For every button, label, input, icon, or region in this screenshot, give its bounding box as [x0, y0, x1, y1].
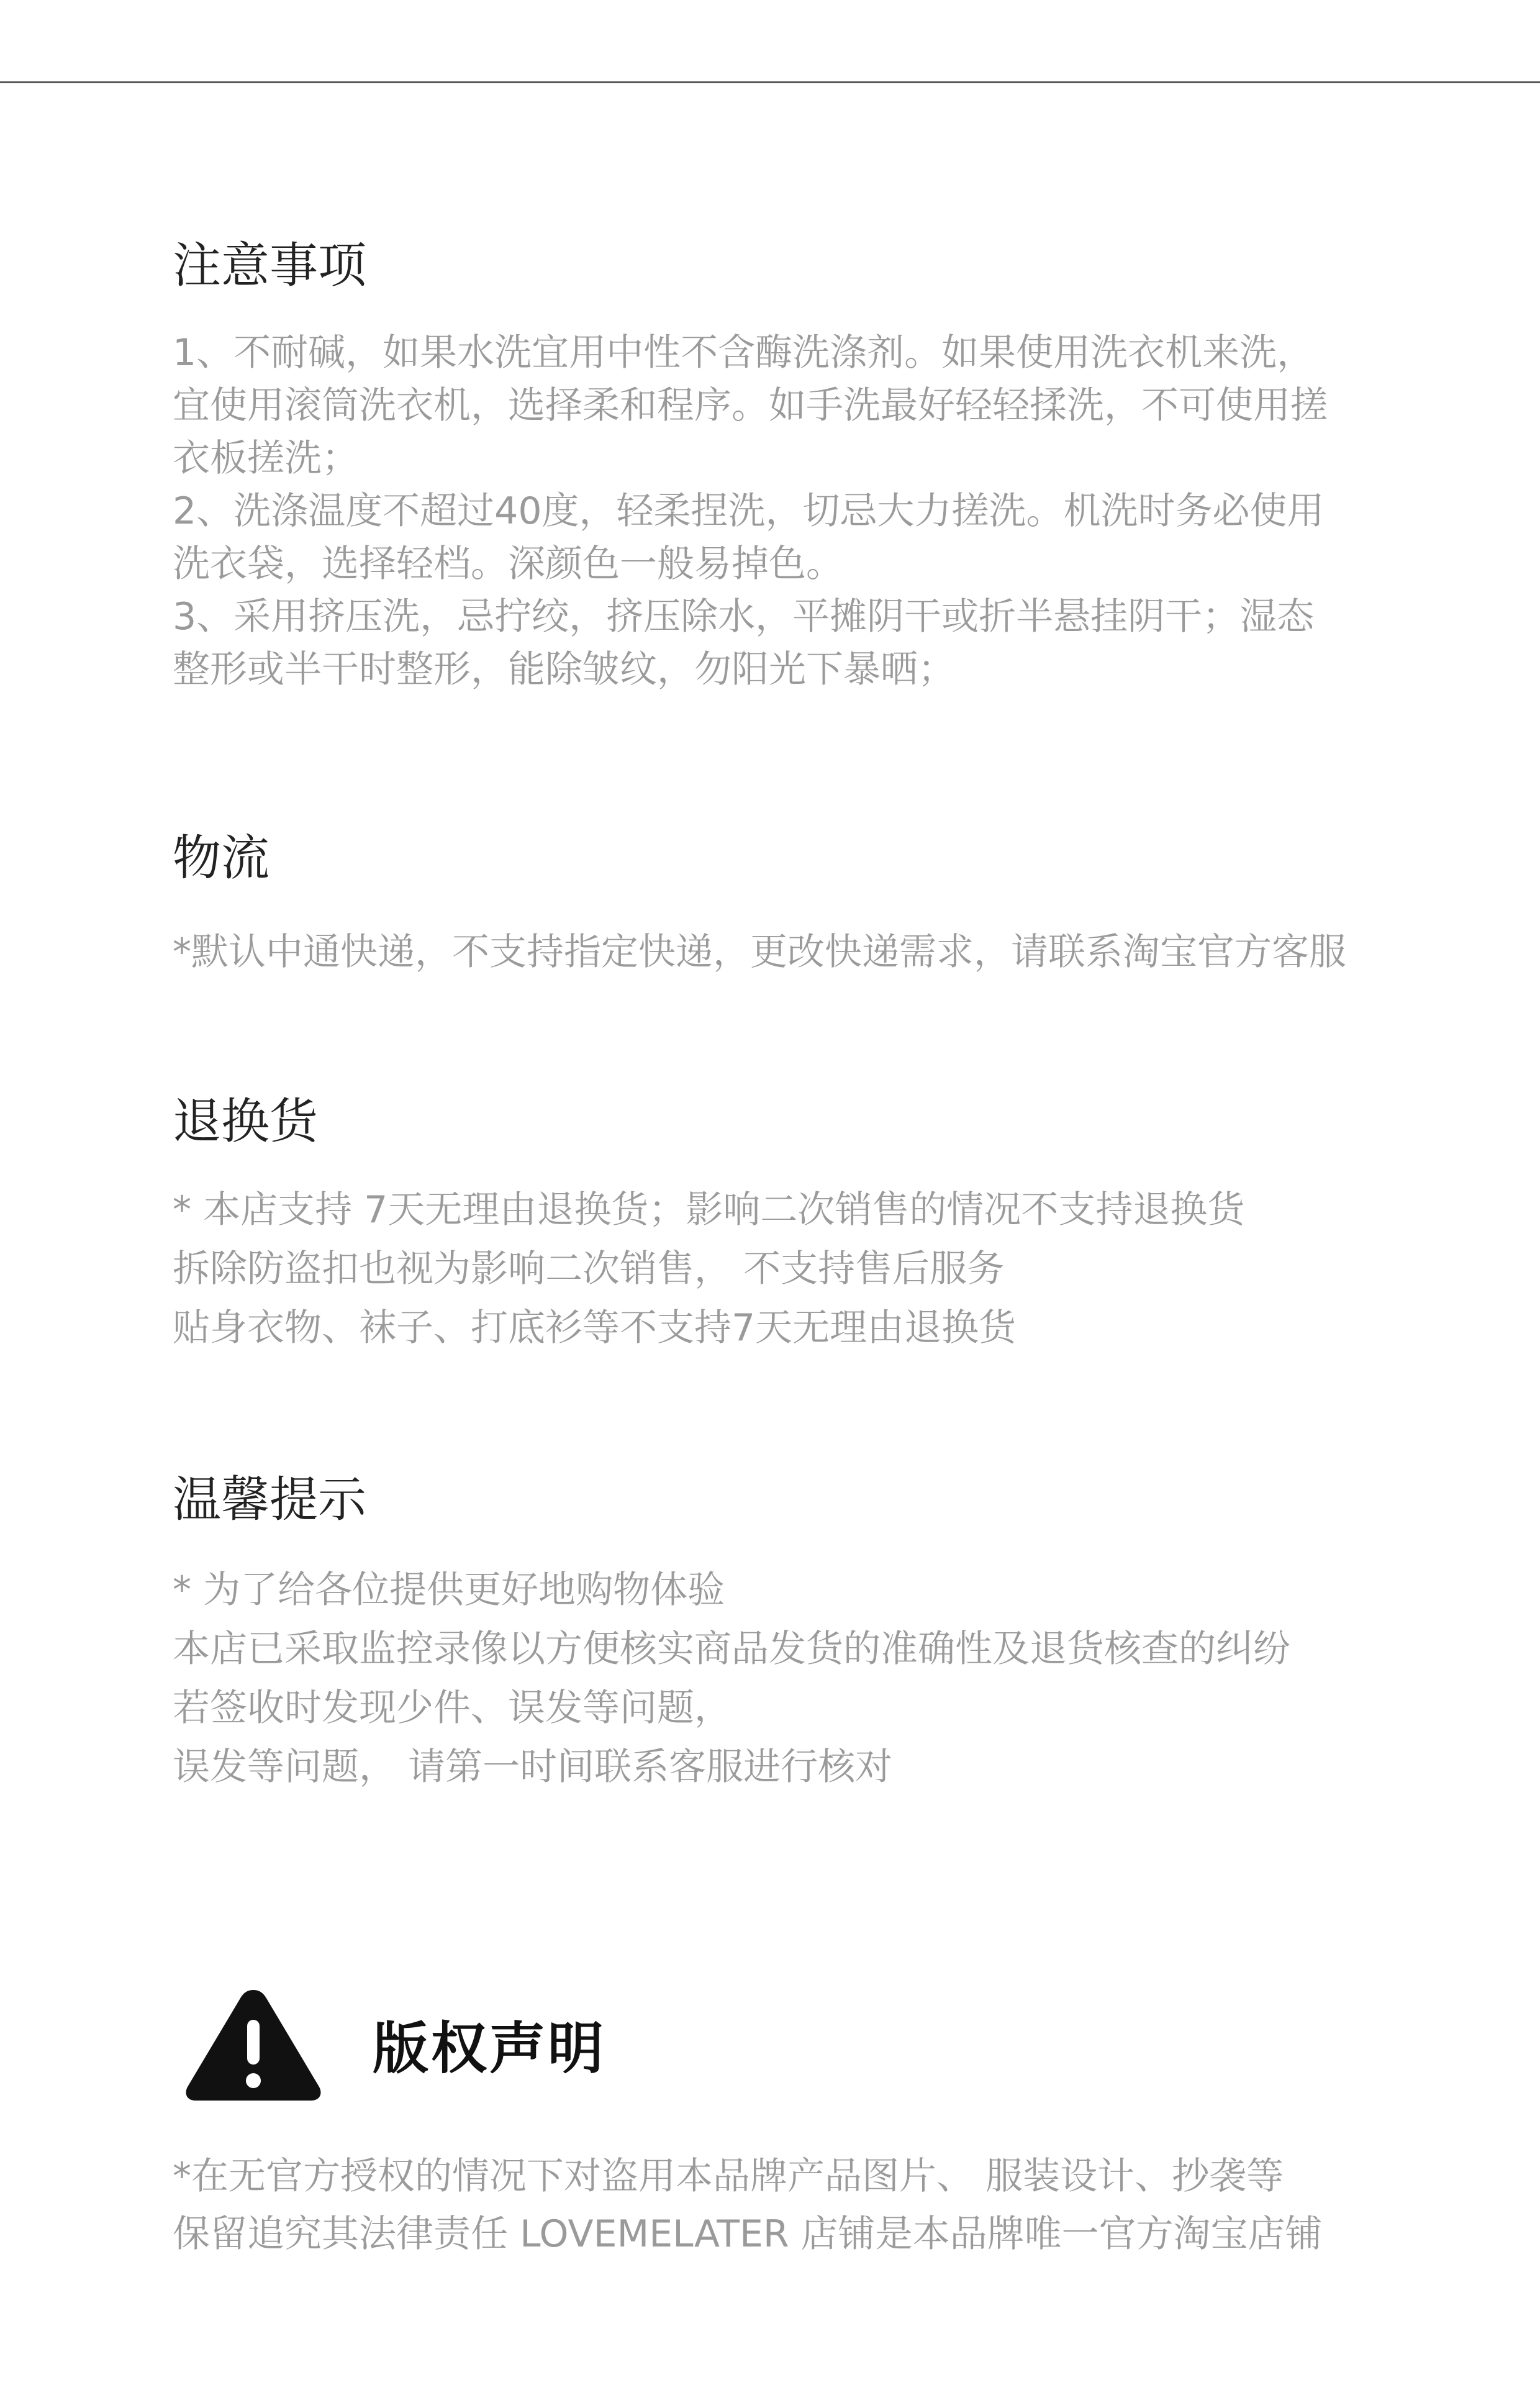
- tips-section: [173, 1469, 1415, 1797]
- copyright-header: [173, 1981, 1415, 2106]
- tips-line: 本店已采取监控录像以方便核实商品发货的准确性及退货核查的纠纷: [173, 1627, 1290, 1671]
- care-text: [173, 327, 1415, 696]
- copyright-title: 版权声明: [373, 2016, 606, 2081]
- returns-text: [173, 1181, 1415, 1358]
- logistics-title: 物流: [173, 830, 270, 886]
- logistics-text: [173, 924, 1415, 980]
- returns-line: * 本店支持 7天无理由退换货；影响二次销售的情况不支持退换货: [173, 1188, 1245, 1232]
- care-section: [173, 235, 1415, 696]
- warning-icon: [179, 1981, 328, 2106]
- top-divider: [0, 81, 1540, 83]
- tips-title: 温馨提示: [173, 1472, 367, 1528]
- copyright-text: [173, 2148, 1415, 2263]
- care-line: 3、采用挤压洗，忌拧绞，挤压除水，平摊阴干或折半悬挂阴干；湿态: [173, 595, 1315, 638]
- copyright-line: 保留追究其法律责任 LOVEMELATER 店铺是本品牌唯一官方淘宝店铺: [173, 2212, 1323, 2256]
- copyright-line: *在无官方授权的情况下对盗用本品牌产品图片、 服装设计、抄袭等: [173, 2155, 1284, 2198]
- returns-line: 贴身衣物、袜子、打底衫等不支持7天无理由退换货: [173, 1306, 1017, 1350]
- returns-section: [173, 1091, 1415, 1358]
- tips-line: * 为了给各位提供更好地购物体验: [173, 1568, 725, 1612]
- care-line: 宜使用滚筒洗衣机，选择柔和程序。如手洗最好轻轻揉洗，不可使用搓: [173, 384, 1328, 427]
- tips-line: 若签收时发现少件、误发等问题，: [173, 1686, 732, 1730]
- care-line: 洗衣袋，选择轻档。深颜色一般易掉色。: [173, 542, 843, 586]
- care-line: 2、洗涤温度不超过40度，轻柔捏洗，切忌大力搓洗。机洗时务必使用: [173, 489, 1325, 533]
- logistics-line: *默认中通快递，不支持指定快递，更改快递需求，请联系淘宝官方客服: [173, 930, 1346, 974]
- tips-line: 误发等问题， 请第一时间联系客服进行核对: [173, 1745, 893, 1789]
- returns-line: 拆除防盗扣也视为影响二次销售， 不支持售后服务: [173, 1247, 1005, 1291]
- tips-text: [173, 1561, 1415, 1797]
- care-line: 衣板搓洗；: [173, 437, 359, 480]
- returns-title: 退换货: [173, 1094, 319, 1150]
- logistics-section: [173, 827, 1415, 980]
- care-title: 注意事项: [173, 238, 367, 294]
- care-line: 整形或半干时整形，能除皱纹，勿阳光下暴晒；: [173, 648, 955, 691]
- care-line: 1、不耐碱，如果水洗宜用中性不含酶洗涤剂。如果使用洗衣机来洗，: [173, 331, 1315, 375]
- copyright-section: [173, 1981, 1415, 2263]
